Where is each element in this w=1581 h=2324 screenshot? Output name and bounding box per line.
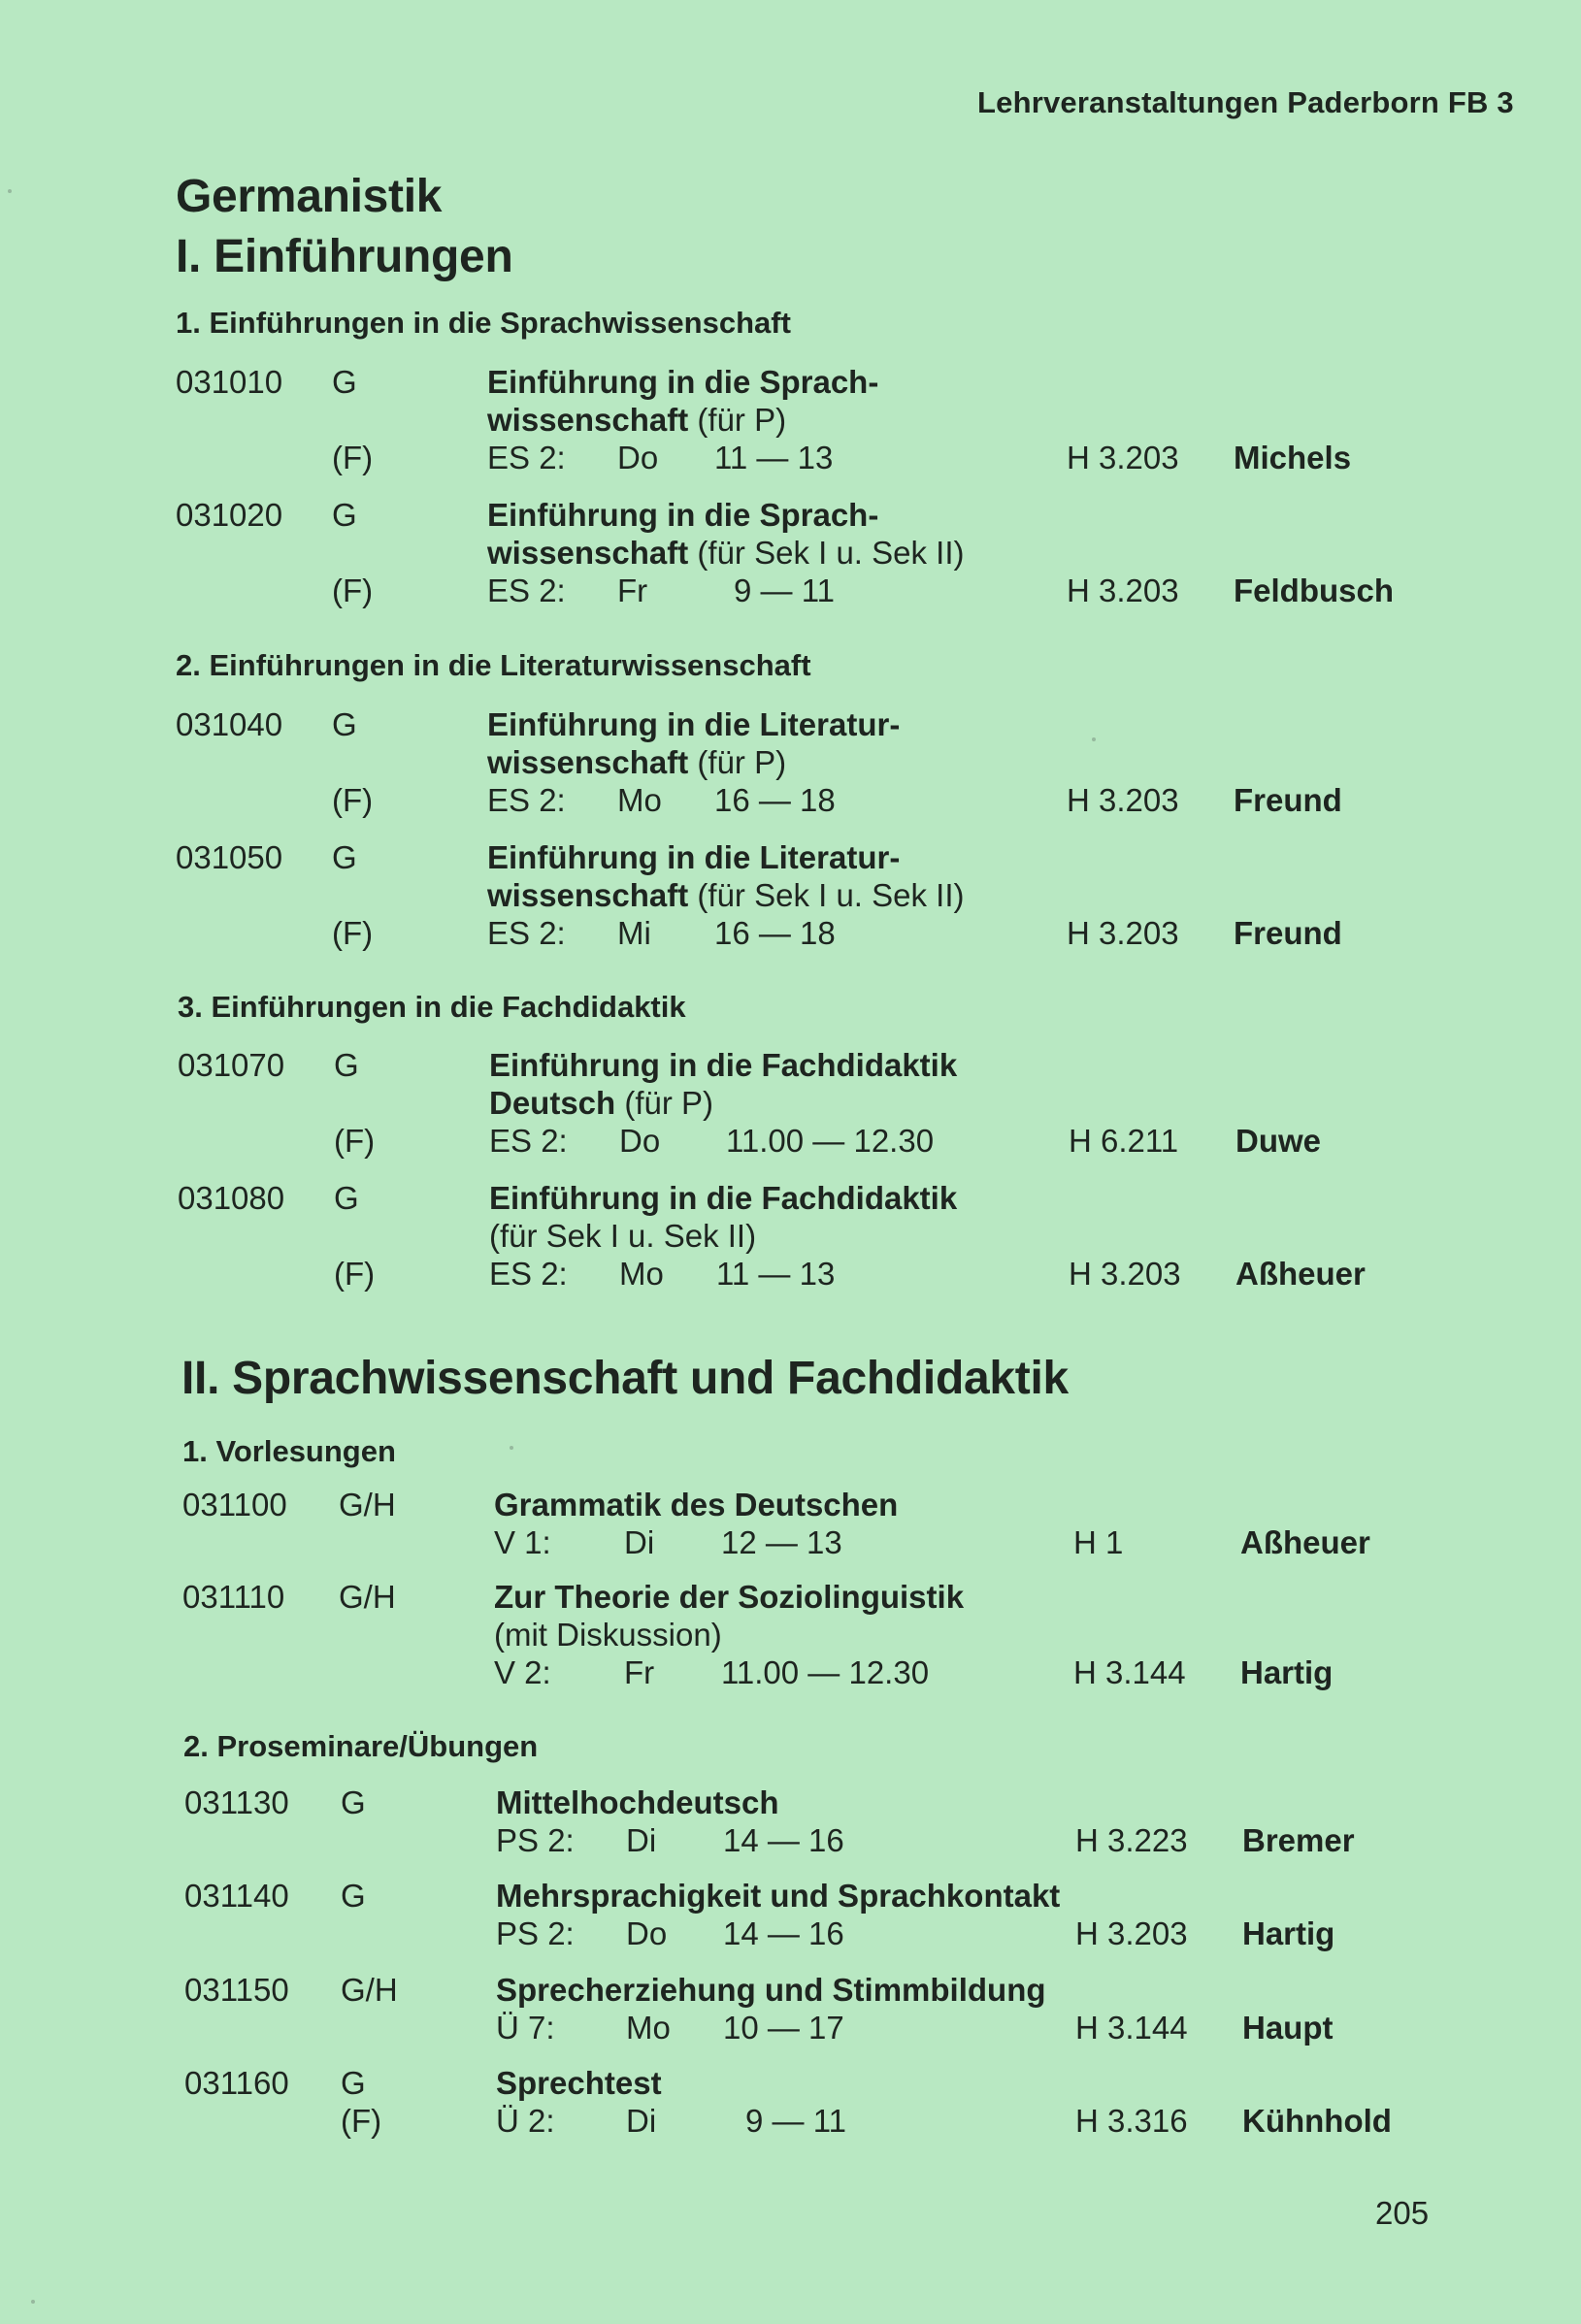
course-room: H 3.203 (1067, 573, 1179, 608)
page-number: 205 (1375, 2195, 1430, 2231)
course-title-line: wissenschaft (für P) (487, 402, 787, 438)
course-title-line: Einführung in die Literatur- (487, 839, 901, 875)
course-time: 16 — 18 (714, 782, 836, 818)
course-type: G/H (339, 1579, 396, 1615)
subsection-heading: 2. Einführungen in die Literaturwissenschaft (176, 648, 811, 682)
course-form: Ü 7: (496, 2010, 555, 2046)
course-time: 11 — 13 (714, 440, 834, 475)
course-title-line: wissenschaft (für Sek I u. Sek II) (487, 877, 965, 913)
course-lecturer: Freund (1234, 915, 1342, 951)
course-code: 031050 (176, 839, 283, 875)
course-type: G (332, 364, 357, 400)
course-type: G (334, 1180, 359, 1216)
course-code: 031100 (182, 1487, 287, 1522)
course-title-line: Sprecherziehung und Stimmbildung (496, 1972, 1046, 2008)
subsection-heading: 1. Einführungen in die Sprachwissenschaft (176, 306, 791, 340)
course-title-line: Deutsch (für P) (489, 1085, 714, 1121)
course-form: V 2: (494, 1654, 551, 1690)
course-day: Fr (624, 1654, 655, 1690)
course-day: Di (626, 1822, 657, 1858)
section-heading-2: II. Sprachwissenschaft und Fachdidaktik (181, 1353, 1069, 1404)
course-time: 9 — 11 (745, 2103, 846, 2139)
course-title-line: Einführung in die Fachdidaktik (489, 1047, 958, 1083)
course-form: ES 2: (487, 915, 566, 951)
course-code: 031150 (184, 1972, 289, 2008)
course-title-line: Sprechtest (496, 2065, 662, 2101)
course-lecturer: Freund (1234, 782, 1342, 818)
course-room: H 3.144 (1073, 1654, 1186, 1690)
course-code: 031080 (178, 1180, 285, 1216)
course-day: Do (619, 1123, 661, 1159)
course-title-line: wissenschaft (für Sek I u. Sek II) (487, 535, 965, 571)
course-title-line: Einführung in die Sprach- (487, 364, 879, 400)
course-day: Do (617, 440, 659, 475)
course-time: 11.00 — 12.30 (726, 1123, 935, 1159)
course-form: ES 2: (487, 440, 566, 475)
paper-speck (1092, 737, 1096, 741)
course-form: ES 2: (487, 573, 566, 608)
course-room: H 3.203 (1069, 1256, 1181, 1292)
course-title-line: wissenschaft (für P) (487, 744, 787, 780)
course-form: ES 2: (489, 1256, 568, 1292)
course-lecturer: Hartig (1240, 1654, 1334, 1690)
course-room: H 3.316 (1075, 2103, 1188, 2139)
f-mark: (F) (332, 915, 374, 951)
course-form: PS 2: (496, 1915, 575, 1951)
f-mark: (F) (334, 1123, 376, 1159)
course-time: 16 — 18 (714, 915, 836, 951)
course-code: 031010 (176, 364, 283, 400)
course-form: ES 2: (489, 1123, 568, 1159)
f-mark: (F) (341, 2103, 382, 2139)
course-room: H 3.203 (1067, 440, 1179, 475)
paper-speck (510, 1446, 513, 1450)
course-day: Do (626, 1915, 668, 1951)
course-day: Di (624, 1524, 655, 1560)
course-lecturer: Bremer (1242, 1822, 1355, 1858)
course-type: G (341, 2065, 366, 2101)
f-mark: (F) (332, 573, 374, 608)
f-mark: (F) (332, 782, 374, 818)
course-type: G/H (339, 1487, 396, 1522)
course-lecturer: Duwe (1235, 1123, 1322, 1159)
course-time: 11 — 13 (716, 1256, 836, 1292)
course-day: Mo (617, 782, 662, 818)
course-type: G (334, 1047, 359, 1083)
course-time: 14 — 16 (723, 1915, 844, 1951)
course-title-line: Einführung in die Sprach- (487, 497, 879, 533)
course-type: G (332, 706, 357, 742)
f-mark: (F) (334, 1256, 376, 1292)
paper-speck (31, 2300, 35, 2304)
course-title-line: Einführung in die Literatur- (487, 706, 901, 742)
course-code: 031020 (176, 497, 283, 533)
course-title-line: Mehrsprachigkeit und Sprachkontakt (496, 1878, 1061, 1914)
course-day: Di (626, 2103, 657, 2139)
course-lecturer: Aßheuer (1240, 1524, 1370, 1560)
course-code: 031040 (176, 706, 283, 742)
course-title-line: (mit Diskussion) (494, 1617, 722, 1653)
course-day: Mi (617, 915, 651, 951)
course-time: 14 — 16 (723, 1822, 844, 1858)
course-title-line: Zur Theorie der Soziolinguistik (494, 1579, 965, 1615)
course-time: 11.00 — 12.30 (721, 1654, 930, 1690)
course-lecturer: Hartig (1242, 1915, 1335, 1951)
subsection-heading: 3. Einführungen in die Fachdidaktik (178, 990, 686, 1024)
course-form: PS 2: (496, 1822, 575, 1858)
course-code: 031130 (184, 1784, 289, 1820)
course-type: G (341, 1878, 366, 1914)
course-title-line: Einführung in die Fachdidaktik (489, 1180, 958, 1216)
f-mark: (F) (332, 440, 374, 475)
course-form: ES 2: (487, 782, 566, 818)
subsection-heading: 2. Proseminare/Übungen (183, 1729, 539, 1763)
course-time: 9 — 11 (734, 573, 835, 608)
course-room: H 3.203 (1067, 915, 1179, 951)
course-title-line: Mittelhochdeutsch (496, 1784, 779, 1820)
course-title-line: Grammatik des Deutschen (494, 1487, 899, 1522)
course-day: Mo (626, 2010, 671, 2046)
course-code: 031160 (184, 2065, 289, 2101)
course-room: H 3.144 (1075, 2010, 1188, 2046)
course-type: G (341, 1784, 366, 1820)
paper-speck (8, 189, 12, 193)
course-room: H 3.223 (1075, 1822, 1188, 1858)
section-heading-1: I. Einführungen (176, 231, 513, 282)
course-day: Fr (617, 573, 648, 608)
course-lecturer: Aßheuer (1235, 1256, 1366, 1292)
course-form: V 1: (494, 1524, 551, 1560)
course-code: 031110 (182, 1579, 285, 1615)
running-header: Lehrveranstaltungen Paderborn FB 3 (977, 85, 1514, 119)
course-room: H 6.211 (1069, 1123, 1179, 1159)
course-code: 031140 (184, 1878, 289, 1914)
course-lecturer: Haupt (1242, 2010, 1334, 2046)
course-time: 12 — 13 (721, 1524, 842, 1560)
course-lecturer: Feldbusch (1234, 573, 1395, 608)
course-lecturer: Michels (1234, 440, 1352, 475)
title-germanistik: Germanistik (176, 171, 443, 222)
subsection-heading: 1. Vorlesungen (182, 1434, 396, 1468)
course-type: G (332, 497, 357, 533)
course-time: 10 — 17 (723, 2010, 844, 2046)
course-code: 031070 (178, 1047, 285, 1083)
course-lecturer: Kühnhold (1242, 2103, 1392, 2139)
course-form: Ü 2: (496, 2103, 555, 2139)
course-room: H 3.203 (1067, 782, 1179, 818)
course-type: G (332, 839, 357, 875)
course-title-line: (für Sek I u. Sek II) (489, 1218, 757, 1254)
course-type: G/H (341, 1972, 398, 2008)
course-room: H 1 (1073, 1524, 1124, 1560)
course-day: Mo (619, 1256, 664, 1292)
course-room: H 3.203 (1075, 1915, 1188, 1951)
